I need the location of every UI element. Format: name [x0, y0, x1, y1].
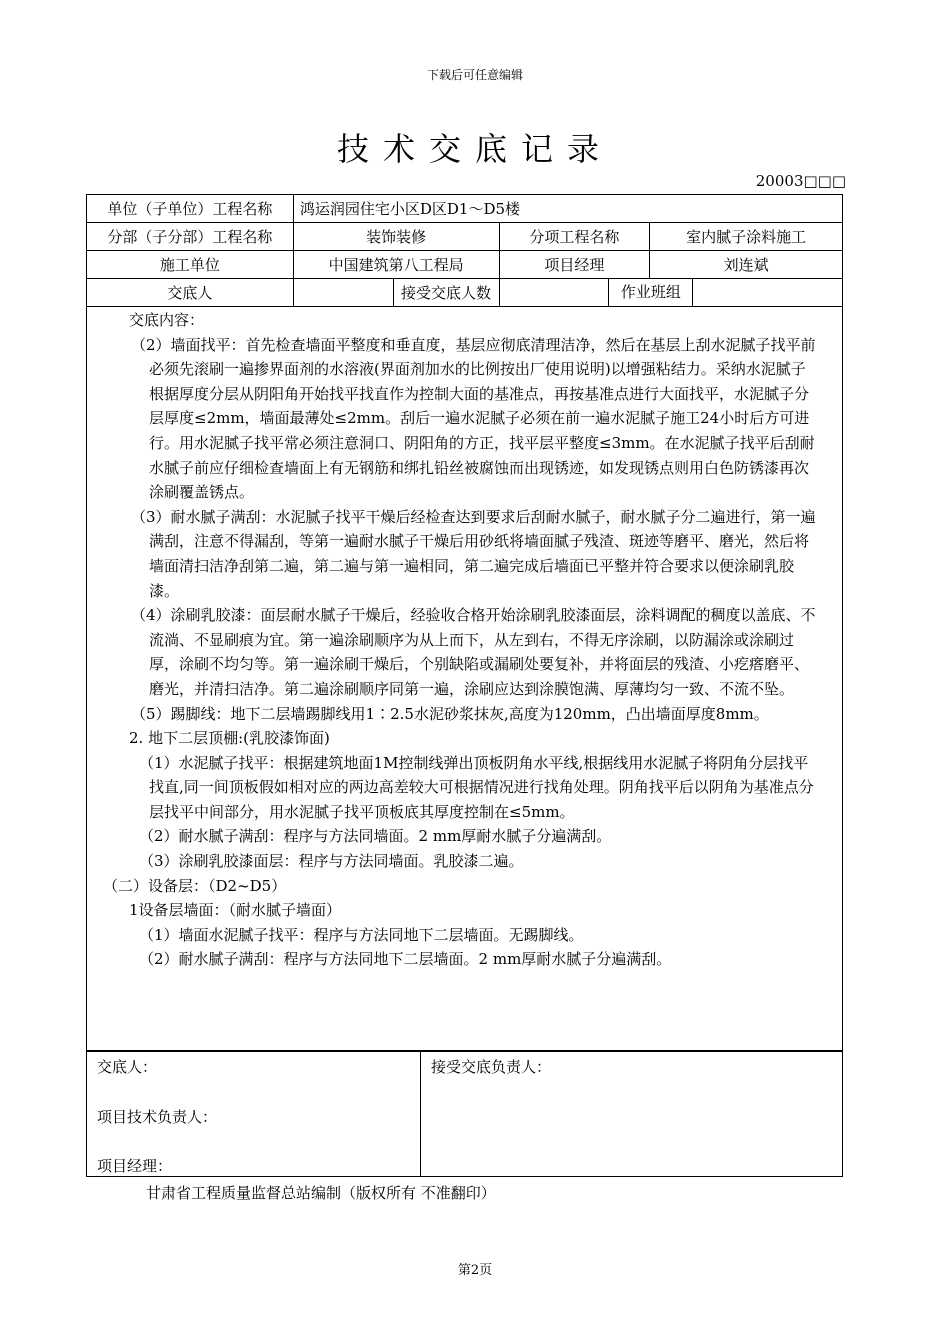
manager-value: 刘连斌: [650, 251, 843, 279]
paragraph: （1）墙面水泥腻子找平：程序与方法同地下二层墙面。无踢脚线。: [139, 925, 584, 944]
paragraph: （二）设备层：（D2~D5）: [103, 876, 287, 895]
contractor-value: 中国建筑第八工程局: [293, 251, 499, 279]
unit-value: 鸿运润园住宅小区D区D1～D5楼: [293, 195, 842, 223]
paragraph: （4）涂刷乳胶漆：面层耐水腻子干燥后，经验收合格开始涂刷乳胶漆面层，涂料调配的稠度以盖底、不流淌、不显刷痕为宜。第一遍涂刷顺序为从上而下，从左到右，不得无序涂刷，以防漏涂或涂刷过厚，涂刷不均匀等。第一遍涂刷干燥后，个别缺陷或漏刷处要复补，并将面层的残渣、小疙瘩磨平、磨光，并清扫洁净。第二遍涂刷顺序同第一遍，涂刷应达到涂膜饱满、厚薄均匀一致、不流不坠。: [131, 606, 816, 698]
paragraph: （3）耐水腻子满刮：水泥腻子找平干燥后经检查达到要求后刮耐水腻子，耐水腻子分二遍进行，第一遍满刮，注意不得漏刮，等第一遍耐水腻子干燥后用砂纸将墙面腻子残渣、斑迹等磨平、磨光，然后将墙面清扫洁净刮第二遍，第二遍与第一遍相同，第二遍完成后墙面已平整并符合要求以便涂刷乳胶漆。: [131, 507, 816, 600]
table-row: [87, 279, 843, 307]
team-label: 作业班组: [609, 279, 693, 306]
table-row: [87, 251, 843, 279]
receivers-label: 接受交底人数: [393, 279, 499, 307]
project-info-table: [86, 194, 843, 307]
header-note: 下载后可任意编辑: [426, 68, 523, 82]
team-value: [693, 279, 842, 306]
signature-left: [87, 1052, 421, 1176]
contractor-label: 施工单位: [87, 251, 294, 279]
team-cell: [609, 279, 843, 307]
receivers-value: [499, 279, 609, 307]
disclosure-content: [86, 305, 843, 1051]
signature-section: [86, 1051, 843, 1177]
presenter-sign-label: 交底人：: [97, 1058, 158, 1076]
paragraph: 2. 地下二层顶棚:(乳胶漆饰面): [129, 729, 330, 748]
presenter-value: [293, 279, 393, 307]
receiver-lead-sign-label: 接受交底负责人：: [431, 1058, 552, 1076]
page-number: 第2页: [457, 1263, 493, 1278]
table-row: [87, 195, 843, 223]
subitem-value: 室内腻子涂料施工: [650, 223, 843, 251]
subitem-label: 分项工程名称: [499, 223, 650, 251]
page-title: 技术交底记录: [336, 130, 613, 168]
paragraph: （5）踢脚线：地下二层墙踢脚线用1∶2.5水泥砂浆抹灰,高度为120mm，凸出墙面厚度8mm。: [131, 704, 769, 723]
content-heading: 交底内容：: [129, 311, 205, 329]
document-number: 20003□□□: [755, 172, 846, 190]
paragraph: （2）耐水腻子满刮：程序与方法同地下二层墙面。2 mm厚耐水腻子分遍满刮。: [139, 950, 672, 969]
paragraph: （1）水泥腻子找平：根据建筑地面1M控制线弹出顶板阴角水平线,根据线用水泥腻子将阴角分层找平找直,同一间顶板假如相对应的两边高差较大可根据情况进行找角处理。阴角找平后以阴角为基准点分层找平中间部分，用水泥腻子找平顶板底其厚度控制在≤5mm。: [139, 753, 814, 821]
unit-label: 单位（子单位）工程名称: [87, 195, 294, 223]
paragraph: 1设备层墙面：（耐水腻子墙面）: [129, 901, 342, 920]
presenter-label: 交底人: [87, 279, 294, 307]
footer-note: 甘肃省工程质量监督总站编制（版权所有 不准翻印）: [146, 1184, 496, 1202]
table-row: [87, 223, 843, 251]
paragraph: （2）耐水腻子满刮：程序与方法同墙面。2 mm厚耐水腻子分遍满刮。: [139, 827, 612, 846]
paragraph: （2）墙面找平：首先检查墙面平整度和垂直度，基层应彻底清理洁净，然后在基层上刮水泥腻子找平前必须先滚刷一遍掺界面剂的水溶液(界面剂加水的比例按出厂使用说明)以增强粘结力。采纳水泥腻子根据厚度分层从阴阳角开始找平找直作为控制大面的基准点，再按基准点进行大面找平，水泥腻子分层厚度≤2mm，墙面最薄处≤2mm。刮后一遍水泥腻子必须在前一遍水泥腻子施工24小时后方可进行。用水泥腻子找平常必须注意洞口、阴阳角的方正，找平层平整度≤3mm。在水泥腻子找平后刮耐水腻子前应仔细检查墙面上有无钢筋和绑扎铅丝被腐蚀而出现锈迹，如发现锈点则用白色防锈漆再次涂刷覆盖锈点。: [131, 335, 816, 502]
division-label: 分部（子分部）工程名称: [87, 223, 294, 251]
manager-sign-label: 项目经理：: [97, 1157, 173, 1175]
manager-label: 项目经理: [499, 251, 650, 279]
division-value: 装饰装修: [293, 223, 499, 251]
tech-lead-sign-label: 项目技术负责人：: [97, 1108, 218, 1126]
paragraph: （3）涂刷乳胶漆面层：程序与方法同墙面。乳胶漆二遍。: [139, 852, 524, 871]
